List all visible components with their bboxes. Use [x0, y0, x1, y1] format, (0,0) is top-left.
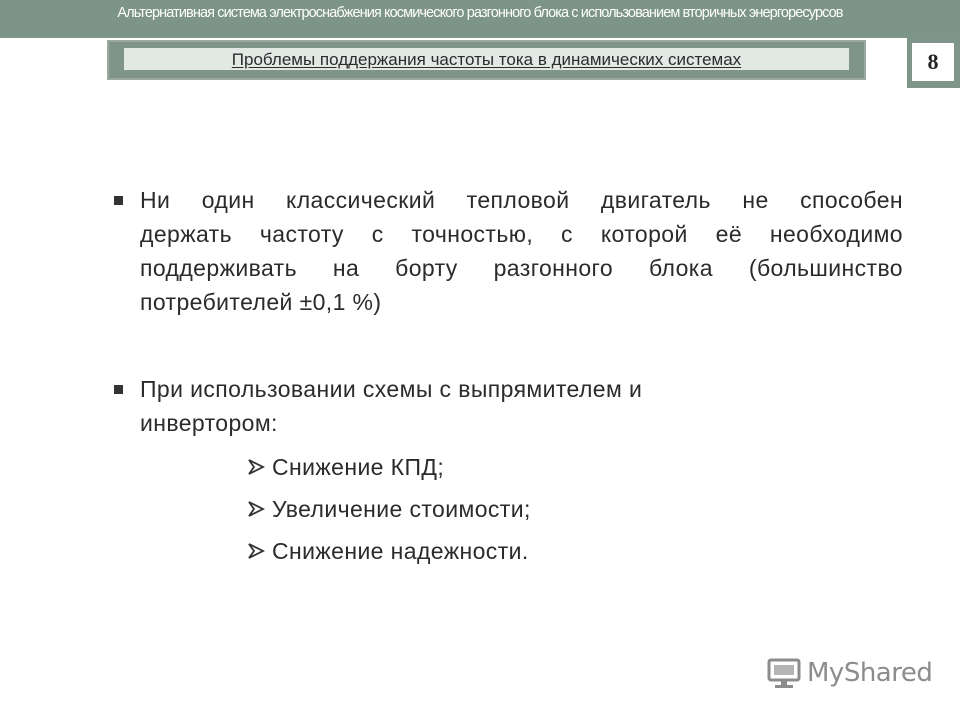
sub-item: Снижение надежности.	[272, 538, 529, 564]
bullet-1-line: держать частоту с точностью, с которой её необходимо	[140, 221, 903, 247]
sub-item: Снижение КПД;	[272, 454, 445, 480]
subtitle-box	[107, 40, 866, 80]
myshared-logo	[767, 656, 933, 692]
bullet-1-line: Ни один классический тепловой двигатель не способен	[140, 187, 903, 213]
bullet-square-icon	[114, 385, 123, 394]
bullet-square-icon	[114, 196, 123, 205]
bullet-2-line: При использовании схемы с выпрямителем и	[140, 376, 643, 402]
logo-text: MyShared	[807, 658, 933, 688]
slide-subtitle: Проблемы поддержания частоты тока в динамических системах	[231, 50, 742, 69]
arrow-bullet-icon	[246, 541, 266, 561]
arrow-bullet-icon	[246, 457, 266, 477]
page-number: 8	[912, 43, 954, 81]
arrow-bullet-icon	[246, 499, 266, 519]
bullet-2-line: инвертором:	[140, 410, 278, 436]
monitor-icon	[767, 658, 803, 690]
bullet-1-line: поддерживать на борту разгонного блока (большинство	[140, 255, 903, 281]
subtitle-inner	[124, 48, 849, 70]
header-bar	[0, 0, 960, 38]
bullet-1-line: потребителей ±0,1 %)	[140, 289, 382, 315]
header-title: Альтернативная система электроснабжения космического разгонного блока с использованием вторичных энергоресурсов	[117, 5, 843, 21]
sub-item: Увеличение стоимости;	[272, 496, 531, 522]
page-number-box	[907, 38, 960, 88]
bullet-2-text	[140, 372, 642, 440]
bullet-1-text	[140, 183, 903, 319]
